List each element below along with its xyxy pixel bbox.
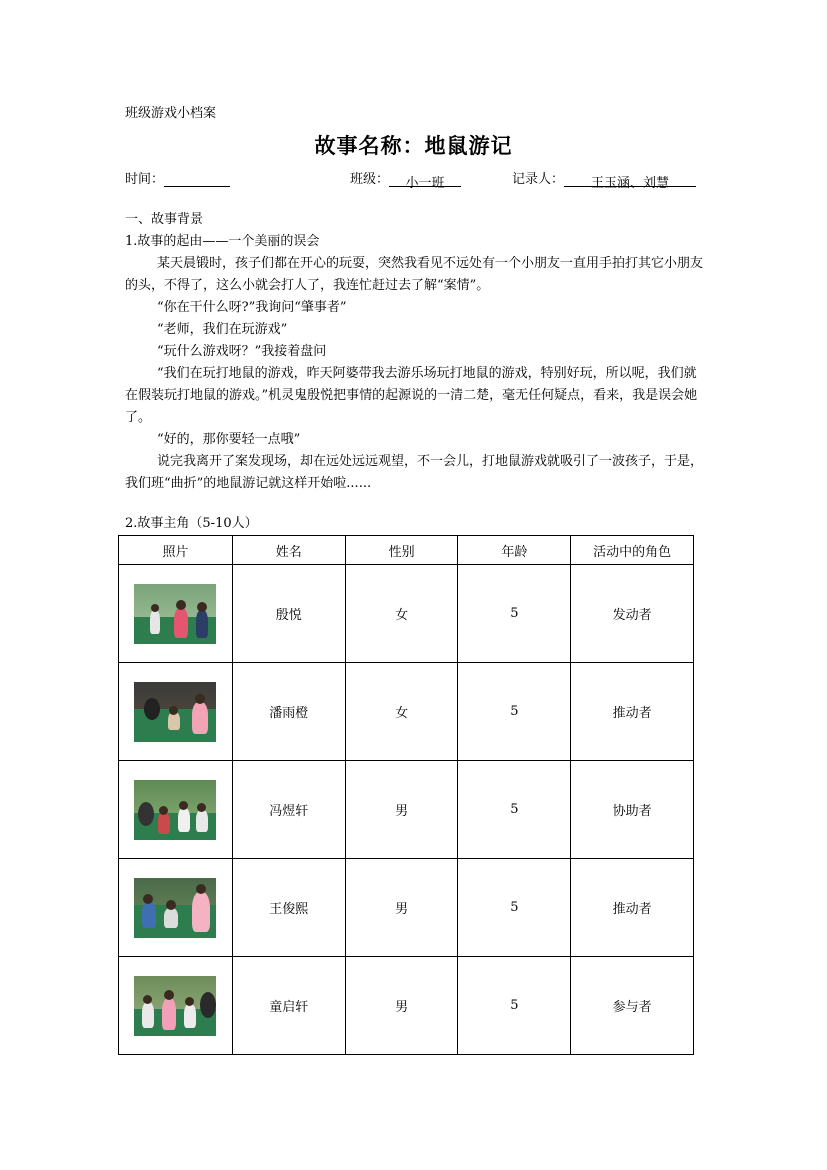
table-row (119, 859, 694, 957)
doc-label: 班级游戏小档案 (125, 106, 217, 121)
age-cell: 5 (458, 859, 571, 957)
gender-cell: 男 (345, 859, 458, 957)
time-label: 时间： (125, 172, 165, 187)
header-age: 年龄 (458, 536, 571, 565)
paragraph: “玩什么游戏呀？”我接着盘问 (157, 344, 327, 359)
gender-cell: 男 (345, 761, 458, 859)
paragraph: “你在干什么呀?”我询问“肇事者” (157, 300, 347, 315)
age-cell: 5 (458, 761, 571, 859)
age-cell: 5 (458, 565, 571, 663)
class-label: 班级： (350, 172, 390, 187)
table-row (119, 957, 694, 1055)
gender-cell: 女 (345, 565, 458, 663)
child-photo (134, 878, 216, 938)
role-cell: 发动者 (571, 565, 694, 663)
photo-cell (119, 761, 233, 859)
recorder-field (512, 168, 696, 191)
header-photo: 照片 (119, 536, 233, 565)
paragraph: “好的，那你要轻一点哦” (157, 432, 301, 447)
photo-cell (119, 957, 233, 1055)
paragraph: “老师，我们在玩游戏” (157, 322, 288, 337)
name-cell: 童启轩 (232, 957, 345, 1055)
photo-cell (119, 859, 233, 957)
time-value (164, 172, 230, 187)
class-value: 小一班 (389, 172, 461, 187)
photo-cell (119, 663, 233, 761)
table-row (119, 565, 694, 663)
table-row (119, 761, 694, 859)
name-cell: 王俊熙 (232, 859, 345, 957)
role-cell: 协助者 (571, 761, 694, 859)
age-cell: 5 (458, 957, 571, 1055)
section1-heading: 一、故事背景 (125, 212, 204, 227)
name-cell: 殷悦 (232, 565, 345, 663)
recorder-label: 记录人： (512, 172, 565, 187)
role-cell: 推动者 (571, 859, 694, 957)
header-role: 活动中的角色 (571, 536, 694, 565)
role-cell: 参与者 (571, 957, 694, 1055)
child-photo (134, 780, 216, 840)
age-cell: 5 (458, 663, 571, 761)
child-photo (134, 976, 216, 1036)
gender-cell: 男 (345, 957, 458, 1055)
header-name: 姓名 (232, 536, 345, 565)
paragraph: “我们在玩打地鼠的游戏，昨天阿婆带我去游乐场玩打地鼠的游戏，特别好玩，所以呢，我们就在假装玩打地鼠的游戏。”机灵鬼殷悦把事情的起源说的一清二楚，毫无任何疑点，看来，我是误会她了。 (125, 366, 698, 425)
photo-cell (119, 565, 233, 663)
name-cell: 冯煜轩 (232, 761, 345, 859)
paragraph: 某天晨锻时，孩子们都在开心的玩耍，突然我看见不远处有一个小朋友一直用手拍打其它小朋友的头，不得了，这么小就会打人了，我连忙赶过去了解“案情”。 (125, 256, 704, 293)
recorder-value: 王玉涵、刘慧 (564, 172, 696, 187)
class-field (350, 168, 461, 191)
child-photo (134, 584, 216, 644)
role-cell: 推动者 (571, 663, 694, 761)
child-photo (134, 682, 216, 742)
page-title: 故事名称：地鼠游记 (314, 134, 513, 158)
sub1-heading: 1.故事的起由——一个美丽的误会 (125, 234, 320, 249)
paragraph: 说完我离开了案发现场，却在远处远远观望，不一会儿，打地鼠游戏就吸引了一波孩子，于是，我们班“曲折”的地鼠游记就这样开始啦...... (125, 454, 704, 491)
table-row (119, 663, 694, 761)
table-header-row (119, 536, 694, 565)
protagonist-table (118, 535, 694, 1055)
time-field (125, 168, 230, 187)
name-cell: 潘雨橙 (232, 663, 345, 761)
gender-cell: 女 (345, 663, 458, 761)
sub2-heading: 2.故事主角（5-10人） (125, 516, 258, 531)
header-gender: 性别 (345, 536, 458, 565)
